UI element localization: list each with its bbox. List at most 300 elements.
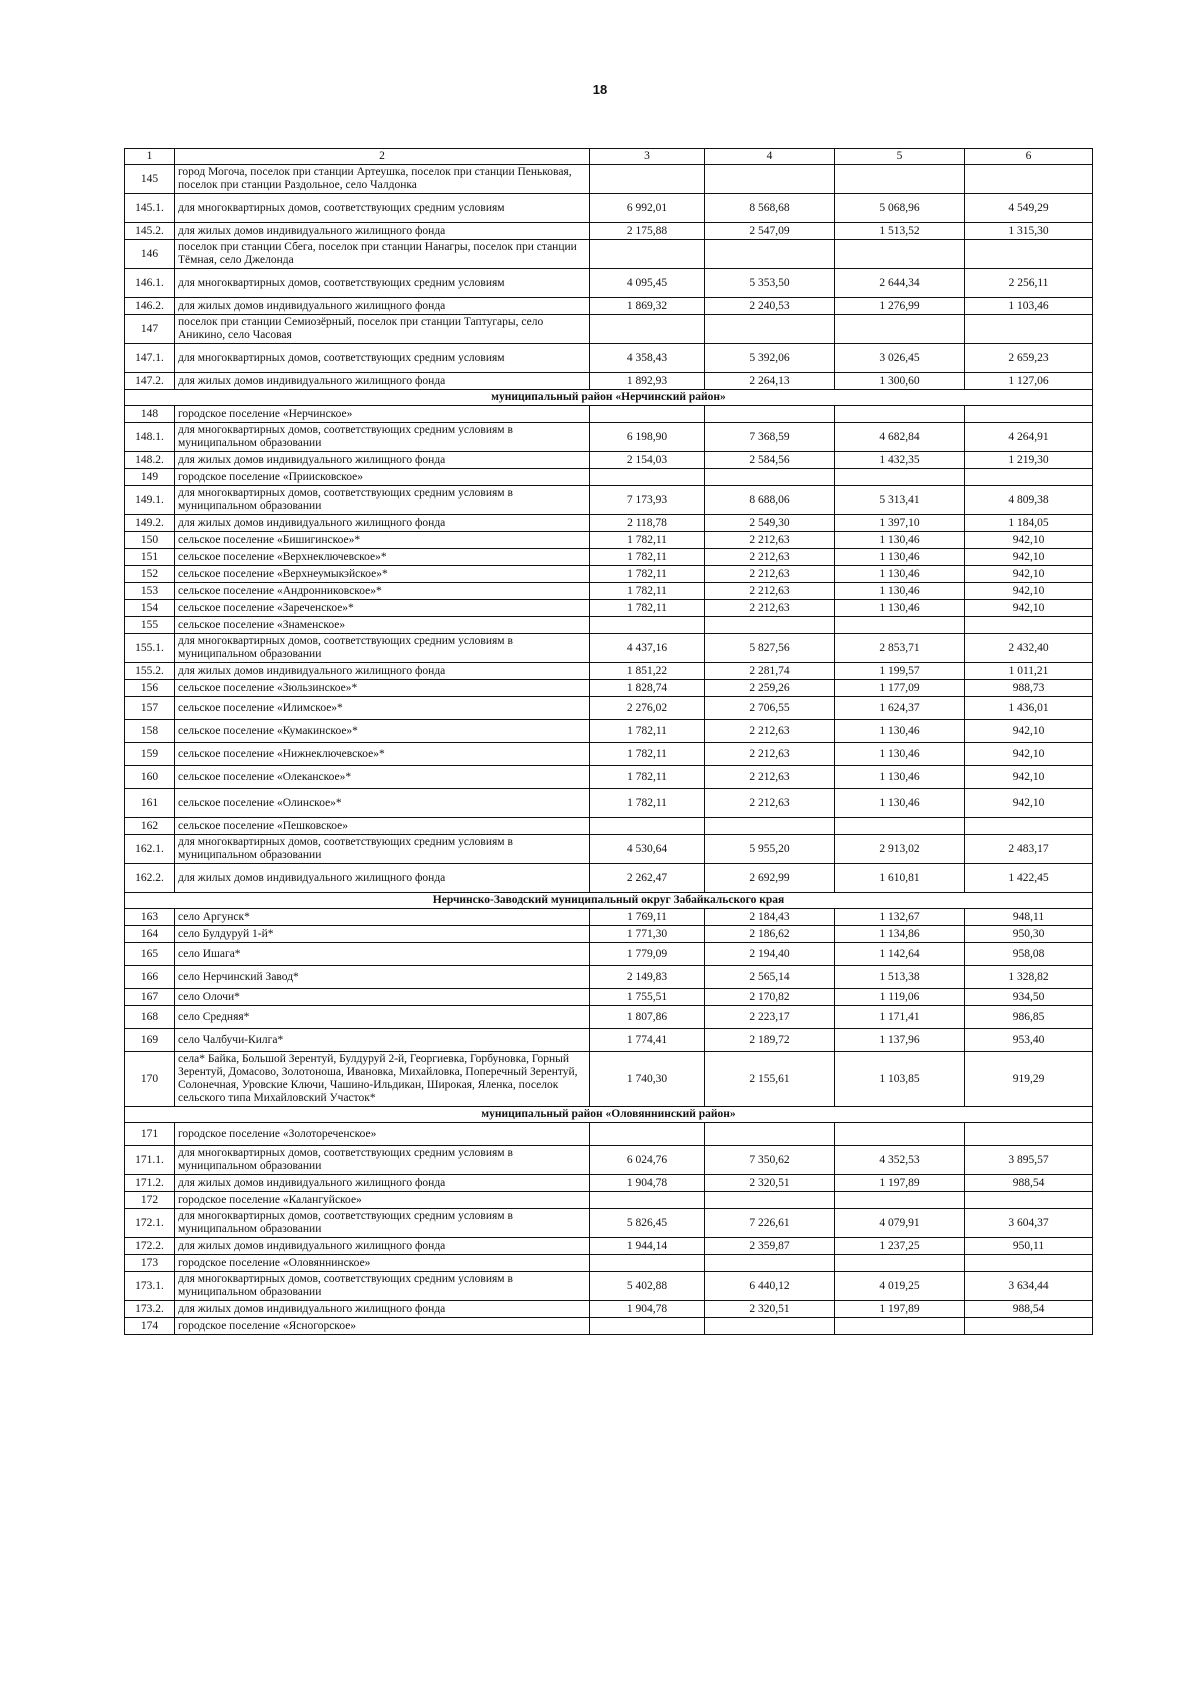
row-name: для жилых домов индивидуального жилищного фонда [175, 223, 590, 240]
row-name: для многоквартирных домов, соответствующих средним условиям в муниципальном образовании [175, 835, 590, 864]
row-name: поселок при станции Сбега, поселок при станции Нанагры, поселок при станции Тёмная, село Джелонда [175, 240, 590, 269]
value-col-3: 1 807,86 [590, 1006, 705, 1029]
table-row [125, 486, 1093, 515]
row-number: 155.2. [125, 663, 175, 680]
table-row [125, 373, 1093, 390]
value-col-6: 934,50 [965, 989, 1093, 1006]
value-col-3: 2 175,88 [590, 223, 705, 240]
value-col-6: 948,11 [965, 909, 1093, 926]
value-col-4: 2 240,53 [705, 298, 835, 315]
row-name: сельское поселение «Нижнеключевское»* [175, 743, 590, 766]
value-col-6: 942,10 [965, 600, 1093, 617]
row-name: город Могоча, поселок при станции Артеушка, поселок при станции Пеньковая, поселок при станции Раздольное, село Чалдонка [175, 165, 590, 194]
value-col-6 [965, 469, 1093, 486]
value-col-4: 2 212,63 [705, 789, 835, 818]
value-col-5: 1 132,67 [835, 909, 965, 926]
table-row [125, 1238, 1093, 1255]
row-name: для многоквартирных домов, соответствующих средним условиям в муниципальном образовании [175, 1146, 590, 1175]
row-number: 173.1. [125, 1272, 175, 1301]
table-row [125, 583, 1093, 600]
value-col-3: 6 024,76 [590, 1146, 705, 1175]
value-col-4: 2 259,26 [705, 680, 835, 697]
value-col-4 [705, 1192, 835, 1209]
row-name: сельское поселение «Верхнеключевское»* [175, 549, 590, 566]
value-col-6 [965, 165, 1093, 194]
value-col-4: 7 350,62 [705, 1146, 835, 1175]
value-col-3: 1 944,14 [590, 1238, 705, 1255]
value-col-4 [705, 240, 835, 269]
value-col-3: 1 782,11 [590, 766, 705, 789]
value-col-3: 4 437,16 [590, 634, 705, 663]
value-col-6: 1 422,45 [965, 864, 1093, 893]
row-name: для жилых домов индивидуального жилищного фонда [175, 452, 590, 469]
row-name: сельское поселение «Пешковское» [175, 818, 590, 835]
row-name: для жилых домов индивидуального жилищного фонда [175, 515, 590, 532]
column-number: 3 [590, 149, 705, 165]
value-col-6: 1 127,06 [965, 373, 1093, 390]
value-col-4: 2 692,99 [705, 864, 835, 893]
row-name: городское поселение «Приисковское» [175, 469, 590, 486]
table-row [125, 989, 1093, 1006]
table-row [125, 680, 1093, 697]
row-number: 172.2. [125, 1238, 175, 1255]
value-col-6 [965, 1255, 1093, 1272]
value-col-5 [835, 165, 965, 194]
row-name: сельское поселение «Андронниковское»* [175, 583, 590, 600]
value-col-5: 1 130,46 [835, 583, 965, 600]
row-name: для жилых домов индивидуального жилищного фонда [175, 1238, 590, 1255]
value-col-4: 2 212,63 [705, 566, 835, 583]
value-col-4: 5 353,50 [705, 269, 835, 298]
value-col-4 [705, 818, 835, 835]
value-col-3 [590, 469, 705, 486]
value-col-3: 1 782,11 [590, 600, 705, 617]
value-col-4: 5 827,56 [705, 634, 835, 663]
value-col-6: 4 809,38 [965, 486, 1093, 515]
row-name: для многоквартирных домов, соответствующих средним условиям в муниципальном образовании [175, 1272, 590, 1301]
tariff-table [124, 148, 1093, 1335]
row-name: сельское поселение «Кумакинское»* [175, 720, 590, 743]
row-name: сельское поселение «Олеканское»* [175, 766, 590, 789]
value-col-3: 1 904,78 [590, 1301, 705, 1318]
table-row [125, 1175, 1093, 1192]
value-col-3 [590, 1192, 705, 1209]
value-col-6 [965, 617, 1093, 634]
value-col-5: 4 352,53 [835, 1146, 965, 1175]
row-name: село Средняя* [175, 1006, 590, 1029]
value-col-6 [965, 406, 1093, 423]
row-number: 171 [125, 1123, 175, 1146]
table-row [125, 298, 1093, 315]
value-col-4: 2 212,63 [705, 583, 835, 600]
value-col-4: 2 212,63 [705, 720, 835, 743]
table-row [125, 634, 1093, 663]
value-col-6: 1 436,01 [965, 697, 1093, 720]
value-col-3: 1 782,11 [590, 720, 705, 743]
row-number: 146.1. [125, 269, 175, 298]
column-number: 5 [835, 149, 965, 165]
row-number: 145.1. [125, 194, 175, 223]
row-number: 162.2. [125, 864, 175, 893]
row-number: 147 [125, 315, 175, 344]
value-col-4: 2 155,61 [705, 1052, 835, 1107]
section-title: Нерчинско-Заводский муниципальный округ Забайкальского края [125, 893, 1093, 909]
table-row [125, 344, 1093, 373]
value-col-3: 5 826,45 [590, 1209, 705, 1238]
table-row [125, 315, 1093, 344]
table-row [125, 943, 1093, 966]
value-col-6: 2 256,11 [965, 269, 1093, 298]
row-name: для многоквартирных домов, соответствующих средним условиям в муниципальном образовании [175, 1209, 590, 1238]
row-name: село Булдуруй 1-й* [175, 926, 590, 943]
value-col-5 [835, 469, 965, 486]
column-number: 1 [125, 149, 175, 165]
row-number: 156 [125, 680, 175, 697]
value-col-4: 7 368,59 [705, 423, 835, 452]
row-name: для жилых домов индивидуального жилищного фонда [175, 1301, 590, 1318]
value-col-5: 1 142,64 [835, 943, 965, 966]
row-number: 174 [125, 1318, 175, 1335]
table-row [125, 1192, 1093, 1209]
table-row [125, 835, 1093, 864]
value-col-6: 988,73 [965, 680, 1093, 697]
table-row [125, 165, 1093, 194]
row-number: 159 [125, 743, 175, 766]
row-name: сельское поселение «Зюльзинское»* [175, 680, 590, 697]
row-number: 170 [125, 1052, 175, 1107]
table-row [125, 549, 1093, 566]
row-name: для многоквартирных домов, соответствующих средним условиям в муниципальном образовании [175, 423, 590, 452]
value-col-3: 5 402,88 [590, 1272, 705, 1301]
value-col-3: 7 173,93 [590, 486, 705, 515]
value-col-4: 2 565,14 [705, 966, 835, 989]
value-col-4: 7 226,61 [705, 1209, 835, 1238]
row-name: село Ишага* [175, 943, 590, 966]
value-col-4: 8 688,06 [705, 486, 835, 515]
value-col-4: 2 706,55 [705, 697, 835, 720]
value-col-3: 1 782,11 [590, 583, 705, 600]
row-number: 168 [125, 1006, 175, 1029]
table-row [125, 1029, 1093, 1052]
value-col-4: 8 568,68 [705, 194, 835, 223]
value-col-3: 1 740,30 [590, 1052, 705, 1107]
table-row [125, 1052, 1093, 1107]
row-number: 155 [125, 617, 175, 634]
row-name: село Нерчинский Завод* [175, 966, 590, 989]
row-number: 154 [125, 600, 175, 617]
value-col-5: 1 171,41 [835, 1006, 965, 1029]
table-row [125, 1255, 1093, 1272]
value-col-4: 5 392,06 [705, 344, 835, 373]
value-col-5: 1 130,46 [835, 566, 965, 583]
value-col-6 [965, 1192, 1093, 1209]
row-name: село Аргунск* [175, 909, 590, 926]
row-name: для многоквартирных домов, соответствующих средним условиям в муниципальном образовании [175, 634, 590, 663]
section-header-row [125, 390, 1093, 406]
value-col-5: 1 130,46 [835, 766, 965, 789]
value-col-4: 2 189,72 [705, 1029, 835, 1052]
value-col-3 [590, 315, 705, 344]
value-col-6 [965, 1123, 1093, 1146]
value-col-4: 5 955,20 [705, 835, 835, 864]
row-name: сельское поселение «Бишигинское»* [175, 532, 590, 549]
value-col-5: 1 119,06 [835, 989, 965, 1006]
value-col-4 [705, 315, 835, 344]
value-col-3: 2 154,03 [590, 452, 705, 469]
table-row [125, 452, 1093, 469]
table-row [125, 663, 1093, 680]
table-row [125, 1272, 1093, 1301]
value-col-5: 5 313,41 [835, 486, 965, 515]
tariff-table-body [125, 149, 1093, 1335]
value-col-3: 1 769,11 [590, 909, 705, 926]
row-name: для многоквартирных домов, соответствующих средним условиям в муниципальном образовании [175, 486, 590, 515]
row-number: 173 [125, 1255, 175, 1272]
value-col-3 [590, 1255, 705, 1272]
value-col-6: 1 315,30 [965, 223, 1093, 240]
table-row [125, 240, 1093, 269]
section-title: муниципальный район «Оловяннинский район» [125, 1107, 1093, 1123]
value-col-5: 1 130,46 [835, 720, 965, 743]
value-col-3: 1 755,51 [590, 989, 705, 1006]
value-col-5: 1 130,46 [835, 743, 965, 766]
row-number: 164 [125, 926, 175, 943]
value-col-5: 1 177,09 [835, 680, 965, 697]
row-number: 149.2. [125, 515, 175, 532]
value-col-6: 942,10 [965, 743, 1093, 766]
row-name: городское поселение «Оловяннинское» [175, 1255, 590, 1272]
row-number: 165 [125, 943, 175, 966]
row-name: для жилых домов индивидуального жилищного фонда [175, 298, 590, 315]
row-number: 146 [125, 240, 175, 269]
value-col-6: 942,10 [965, 720, 1093, 743]
row-name: городское поселение «Нерчинское» [175, 406, 590, 423]
value-col-3: 1 782,11 [590, 549, 705, 566]
row-name: села* Байка, Большой Зерентуй, Булдуруй 2-й, Георгиевка, Горбуновка, Горный Зерентуй, Домасово, Золотоноша, Ивановка, Михайловка, Поперечный Зерентуй, Солонечная, Уровские Ключи, Чашино-Ильдикан, Широкая, Яленка, поселок сельского типа Михайловский Участок* [175, 1052, 590, 1107]
page-number: 18 [592, 82, 608, 97]
row-name: сельское поселение «Илимское»* [175, 697, 590, 720]
table-row [125, 1146, 1093, 1175]
value-col-5: 1 130,46 [835, 789, 965, 818]
value-col-3: 6 992,01 [590, 194, 705, 223]
value-col-5: 1 197,89 [835, 1301, 965, 1318]
value-col-6: 942,10 [965, 532, 1093, 549]
table-row [125, 1318, 1093, 1335]
value-col-6: 942,10 [965, 789, 1093, 818]
value-col-5: 1 130,46 [835, 600, 965, 617]
table-row [125, 617, 1093, 634]
row-number: 163 [125, 909, 175, 926]
value-col-5 [835, 617, 965, 634]
row-number: 149.1. [125, 486, 175, 515]
value-col-3: 1 904,78 [590, 1175, 705, 1192]
value-col-6: 942,10 [965, 766, 1093, 789]
table-row [125, 194, 1093, 223]
row-name: сельское поселение «Верхнеумыкэйское»* [175, 566, 590, 583]
value-col-6: 953,40 [965, 1029, 1093, 1052]
row-number: 151 [125, 549, 175, 566]
value-col-5 [835, 1123, 965, 1146]
value-col-4: 2 212,63 [705, 743, 835, 766]
table-row [125, 566, 1093, 583]
section-title: муниципальный район «Нерчинский район» [125, 390, 1093, 406]
row-name: для многоквартирных домов, соответствующих средним условиям [175, 344, 590, 373]
value-col-6 [965, 1318, 1093, 1335]
value-col-6: 942,10 [965, 549, 1093, 566]
value-col-4: 2 184,43 [705, 909, 835, 926]
value-col-6: 950,30 [965, 926, 1093, 943]
value-col-5 [835, 240, 965, 269]
value-col-5: 1 197,89 [835, 1175, 965, 1192]
table-row [125, 697, 1093, 720]
row-name: для многоквартирных домов, соответствующих средним условиям [175, 269, 590, 298]
value-col-5: 2 644,34 [835, 269, 965, 298]
value-col-6: 3 604,37 [965, 1209, 1093, 1238]
row-name: для многоквартирных домов, соответствующих средним условиям [175, 194, 590, 223]
value-col-5: 1 130,46 [835, 549, 965, 566]
value-col-5: 1 134,86 [835, 926, 965, 943]
table-row [125, 515, 1093, 532]
table-row [125, 864, 1093, 893]
value-col-3: 1 782,11 [590, 532, 705, 549]
value-col-6: 2 659,23 [965, 344, 1093, 373]
value-col-4: 2 170,82 [705, 989, 835, 1006]
value-col-5: 4 682,84 [835, 423, 965, 452]
value-col-4 [705, 1318, 835, 1335]
row-number: 166 [125, 966, 175, 989]
value-col-5: 4 079,91 [835, 1209, 965, 1238]
row-number: 147.2. [125, 373, 175, 390]
row-number: 162.1. [125, 835, 175, 864]
value-col-3 [590, 406, 705, 423]
value-col-4: 2 320,51 [705, 1301, 835, 1318]
row-number: 152 [125, 566, 175, 583]
value-col-4: 2 212,63 [705, 549, 835, 566]
value-col-3 [590, 165, 705, 194]
value-col-3: 1 892,93 [590, 373, 705, 390]
value-col-5: 1 624,37 [835, 697, 965, 720]
table-row [125, 966, 1093, 989]
section-header-row [125, 1107, 1093, 1123]
table-row [125, 600, 1093, 617]
table-row [125, 532, 1093, 549]
table-row [125, 909, 1093, 926]
value-col-3: 1 771,30 [590, 926, 705, 943]
value-col-3: 2 149,83 [590, 966, 705, 989]
column-number: 6 [965, 149, 1093, 165]
value-col-3: 1 851,22 [590, 663, 705, 680]
value-col-6: 1 011,21 [965, 663, 1093, 680]
table-row [125, 1006, 1093, 1029]
row-number: 172 [125, 1192, 175, 1209]
row-name: сельское поселение «Олинское»* [175, 789, 590, 818]
value-col-5: 1 432,35 [835, 452, 965, 469]
value-col-6 [965, 315, 1093, 344]
value-col-3: 1 828,74 [590, 680, 705, 697]
value-col-4: 2 186,62 [705, 926, 835, 943]
row-number: 148.2. [125, 452, 175, 469]
value-col-5 [835, 315, 965, 344]
row-name: городское поселение «Ясногорское» [175, 1318, 590, 1335]
row-number: 149 [125, 469, 175, 486]
value-col-6: 988,54 [965, 1301, 1093, 1318]
table-row [125, 1123, 1093, 1146]
row-number: 148.1. [125, 423, 175, 452]
row-number: 155.1. [125, 634, 175, 663]
value-col-3: 1 774,41 [590, 1029, 705, 1052]
value-col-4: 2 549,30 [705, 515, 835, 532]
row-name: сельское поселение «Знаменское» [175, 617, 590, 634]
value-col-5: 4 019,25 [835, 1272, 965, 1301]
value-col-5: 3 026,45 [835, 344, 965, 373]
table-row [125, 789, 1093, 818]
row-number: 148 [125, 406, 175, 423]
value-col-3 [590, 240, 705, 269]
row-number: 145 [125, 165, 175, 194]
value-col-5: 1 513,38 [835, 966, 965, 989]
section-header-row [125, 893, 1093, 909]
value-col-5: 1 276,99 [835, 298, 965, 315]
value-col-5: 2 853,71 [835, 634, 965, 663]
table-row [125, 469, 1093, 486]
value-col-3: 4 530,64 [590, 835, 705, 864]
value-col-3 [590, 818, 705, 835]
value-col-5: 1 199,57 [835, 663, 965, 680]
column-number-row [125, 149, 1093, 165]
row-number: 160 [125, 766, 175, 789]
value-col-5: 1 610,81 [835, 864, 965, 893]
row-number: 169 [125, 1029, 175, 1052]
table-row [125, 423, 1093, 452]
value-col-6: 4 264,91 [965, 423, 1093, 452]
value-col-6: 1 328,82 [965, 966, 1093, 989]
value-col-3: 4 095,45 [590, 269, 705, 298]
value-col-5: 1 130,46 [835, 532, 965, 549]
row-name: село Чалбучи-Килга* [175, 1029, 590, 1052]
value-col-4: 2 547,09 [705, 223, 835, 240]
row-number: 162 [125, 818, 175, 835]
row-number: 161 [125, 789, 175, 818]
value-col-6: 1 103,46 [965, 298, 1093, 315]
value-col-3: 2 262,47 [590, 864, 705, 893]
row-name: для жилых домов индивидуального жилищного фонда [175, 373, 590, 390]
value-col-4: 2 212,63 [705, 766, 835, 789]
value-col-4: 2 320,51 [705, 1175, 835, 1192]
value-col-6 [965, 818, 1093, 835]
value-col-4: 2 359,87 [705, 1238, 835, 1255]
value-col-4: 2 281,74 [705, 663, 835, 680]
row-number: 157 [125, 697, 175, 720]
value-col-5 [835, 1192, 965, 1209]
row-name: поселок при станции Семиозёрный, поселок при станции Таптугары, село Аникино, село Часовая [175, 315, 590, 344]
row-number: 146.2. [125, 298, 175, 315]
column-number: 4 [705, 149, 835, 165]
table-row [125, 269, 1093, 298]
value-col-3: 1 782,11 [590, 789, 705, 818]
row-number: 172.1. [125, 1209, 175, 1238]
value-col-3 [590, 1318, 705, 1335]
value-col-4: 2 212,63 [705, 600, 835, 617]
value-col-6: 988,54 [965, 1175, 1093, 1192]
value-col-4 [705, 617, 835, 634]
value-col-6: 2 432,40 [965, 634, 1093, 663]
row-number: 158 [125, 720, 175, 743]
value-col-5 [835, 1318, 965, 1335]
row-number: 167 [125, 989, 175, 1006]
row-name: городское поселение «Золотореченское» [175, 1123, 590, 1146]
value-col-6: 4 549,29 [965, 194, 1093, 223]
value-col-3: 2 276,02 [590, 697, 705, 720]
